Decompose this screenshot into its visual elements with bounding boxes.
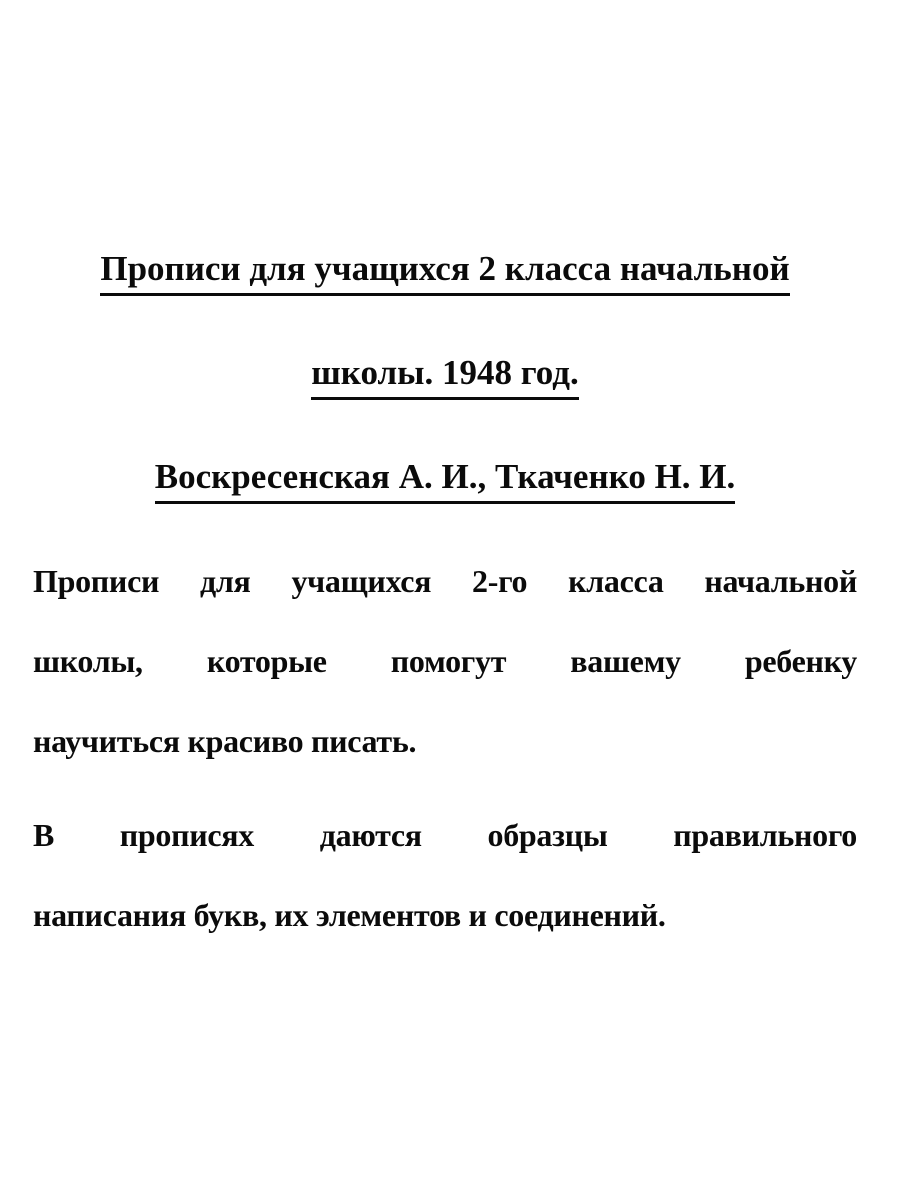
authors-text: Воскресенская А. И., Ткаченко Н. И.	[155, 456, 736, 504]
document-body	[33, 562, 857, 934]
word: правильного	[673, 817, 857, 853]
word: В	[33, 817, 55, 853]
word: школы,	[33, 643, 143, 679]
paragraph-line	[33, 816, 857, 854]
title-line-1	[33, 248, 857, 296]
word: учащихся	[291, 563, 432, 599]
authors-line	[33, 456, 857, 504]
paragraph	[33, 562, 857, 760]
title-line-2-text: школы. 1948 год.	[311, 352, 578, 400]
word: которые	[206, 643, 327, 679]
word: прописях	[119, 817, 255, 853]
word: начальной	[704, 563, 857, 599]
word: класса	[568, 563, 664, 599]
word: помогут	[390, 643, 507, 679]
word: 2-го	[472, 563, 528, 599]
paragraph-last-line: написания букв, их элементов и соединений.	[33, 897, 666, 933]
paragraph-last-line: научиться красиво писать.	[33, 723, 417, 759]
word: ребенку	[744, 643, 857, 679]
word: Прописи	[33, 563, 160, 599]
paragraph-line	[33, 642, 857, 680]
title-line-2	[33, 352, 857, 400]
word: вашему	[570, 643, 681, 679]
paragraph	[33, 816, 857, 934]
paragraph-line	[33, 562, 857, 600]
word: образцы	[487, 817, 608, 853]
title-line-1-text: Прописи для учащихся 2 класса начальной	[100, 248, 789, 296]
word: для	[200, 563, 251, 599]
document-title	[33, 248, 857, 400]
word: даются	[319, 817, 422, 853]
